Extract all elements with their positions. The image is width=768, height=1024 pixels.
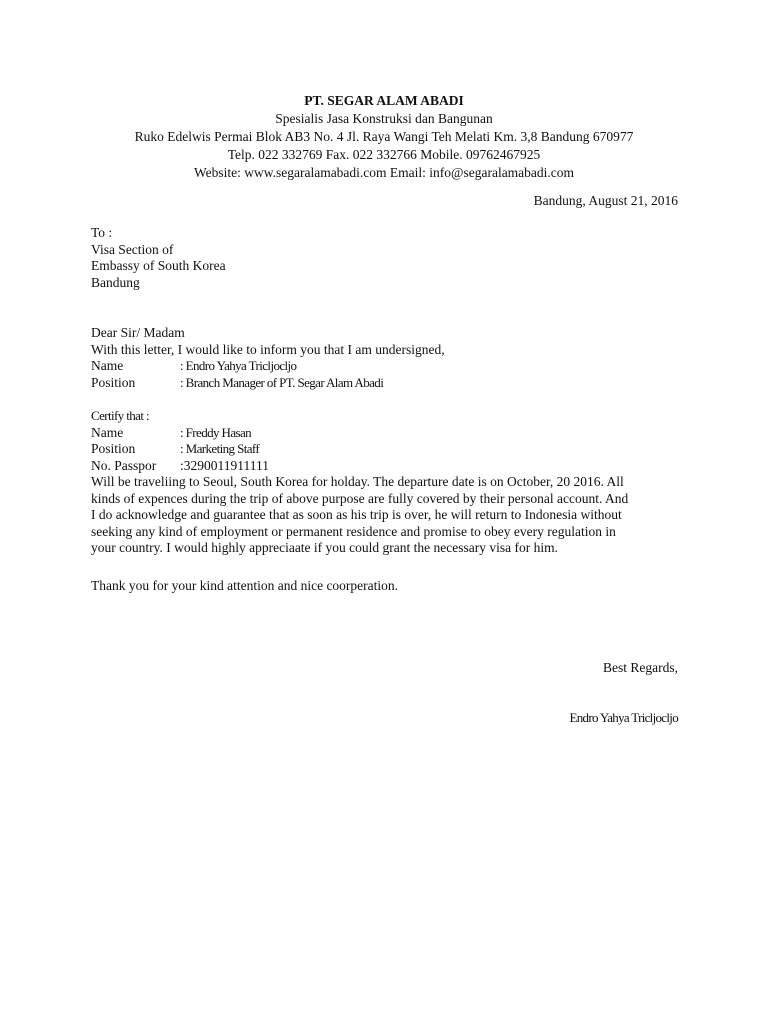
- company-web: Website: www.segaralamabadi.com Email: info@segaralamabadi.com: [193, 165, 575, 180]
- salutation: Dear Sir/ Madam: [91, 325, 185, 340]
- recipient-to: To :: [91, 225, 113, 240]
- intro-sentence: With this letter, I would like to inform you that I am undersigned,: [91, 341, 445, 357]
- letter-date: Bandung, August 21, 2016: [533, 193, 678, 208]
- body-line-3: I do acknowledge and guarantee that as soon as his trip is over, he will return to Indonesia without: [91, 507, 622, 523]
- recipient-line-2: Embassy of South Korea: [91, 258, 226, 274]
- applicant-passport-row: [91, 458, 269, 475]
- certify-block: [91, 408, 269, 474]
- applicant-name-value: : Freddy Hasan: [180, 424, 252, 440]
- letter-body: [91, 474, 683, 557]
- applicant-position-label: Position: [91, 441, 136, 457]
- company-tagline: Spesialis Jasa Konstruksi dan Bangunan: [275, 111, 493, 126]
- signer-name-value: : Endro Yahya Tricljocljo: [180, 358, 297, 374]
- company-phones: Telp. 022 332769 Fax. 022 332766 Mobile. 09762467925: [227, 147, 541, 162]
- signer-position-row: [91, 375, 445, 392]
- body-line-5: your country. I would highly appreciaate if you could grant the necessary visa for him.: [91, 540, 558, 556]
- applicant-position-value: : Marketing Staff: [180, 441, 260, 457]
- recipient-line-3: Bandung: [91, 274, 140, 290]
- signer-position-value: : Branch Manager of PT. Segar Alam Abadi: [180, 374, 384, 390]
- applicant-name-label: Name: [91, 424, 124, 440]
- applicant-position-row: [91, 441, 269, 458]
- company-address: Ruko Edelwis Permai Blok AB3 No. 4 Jl. Raya Wangi Teh Melati Km. 3,8 Bandung 670977: [134, 129, 634, 144]
- company-name: PT. SEGAR ALAM ABADI: [304, 93, 464, 108]
- applicant-name-row: [91, 425, 269, 442]
- signer-position-label: Position: [91, 374, 136, 390]
- recipient-line-1: Visa Section of: [91, 241, 174, 257]
- certify-heading: Certify that :: [91, 408, 150, 423]
- letterhead: [0, 92, 768, 182]
- applicant-passport-value: :3290011911111: [180, 457, 269, 473]
- body-line-1: Will be traveliing to Seoul, South Korea for holday. The departure date is on October, 20 2016. All: [91, 474, 624, 489]
- signer-name-label: Name: [91, 358, 124, 374]
- thanks-line: Thank you for your kind attention and nice coorperation.: [91, 578, 399, 593]
- body-line-4: seeking any kind of employment or permanent residence and promise to obey every regulation in: [91, 523, 616, 539]
- signature-name: Endro Yahya Tricljocljo: [569, 710, 678, 725]
- signer-name-row: [91, 358, 445, 375]
- greeting-block: [91, 325, 445, 391]
- applicant-passport-label: No. Passpor: [91, 457, 157, 473]
- body-line-2: kinds of expences during the trip of above purpose are fully covered by their personal account. And: [91, 490, 629, 506]
- closing-regards: Best Regards,: [603, 660, 678, 675]
- recipient-block: [91, 225, 226, 291]
